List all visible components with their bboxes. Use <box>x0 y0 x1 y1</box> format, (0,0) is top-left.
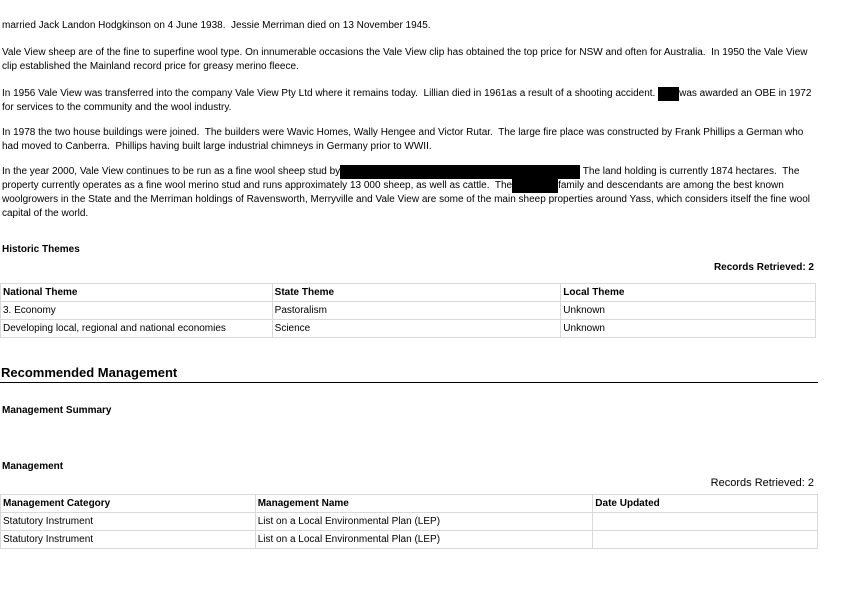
history-text: was awarded an OBE in 1972 for services to the community and the wool industry. <box>2 88 815 113</box>
history-text: The land holding is currently 1874 hectares. The property currently operates as a fine wool merino stud and runs approximately 13 000 sheep, as well as cattle. The <box>2 166 803 191</box>
history-text: In 1956 Vale View was transferred into the company Vale View Pty Ltd where it remains today. Lillian died in 1961as a result of a shooting accident. <box>2 88 659 99</box>
table-cell: Statutory Instrument <box>1 513 256 531</box>
table-cell <box>593 513 818 531</box>
historic-themes-table <box>0 283 816 338</box>
redaction-block <box>658 87 679 101</box>
table-cell: Unknown <box>561 320 816 338</box>
column-header: Management Name <box>255 495 593 513</box>
table-header-row <box>1 495 818 513</box>
section-divider <box>0 382 818 383</box>
table-cell: Science <box>272 320 561 338</box>
table-cell: Statutory Instrument <box>1 531 256 549</box>
table-cell: List on a Local Environmental Plan (LEP) <box>255 513 593 531</box>
themes-records-count: Records Retrieved: 2 <box>713 262 814 273</box>
history-paragraph <box>2 165 818 221</box>
table-cell: Pastoralism <box>272 302 561 320</box>
management-table <box>0 494 818 549</box>
column-header: Management Category <box>1 495 256 513</box>
column-header: State Theme <box>272 284 561 302</box>
table-row <box>1 531 818 549</box>
table-cell: Unknown <box>561 302 816 320</box>
table-cell: List on a Local Environmental Plan (LEP) <box>255 531 593 549</box>
management-records-count: Records Retrieved: 2 <box>710 477 814 489</box>
table-row <box>1 302 816 320</box>
history-paragraph: married Jack Landon Hodgkinson on 4 June 1938. Jessie Merriman died on 13 November 1945. <box>2 20 431 31</box>
table-cell <box>593 531 818 549</box>
history-paragraph <box>2 87 818 115</box>
history-paragraph: In 1978 the two house buildings were joined. The builders were Wavic Homes, Wally Hengee and Victor Rutar. The large fire place was constructed by Frank Phillips a German who had moved to Canberra. Phillips having built large industrial chimneys in Germany prior to WWII. <box>2 127 807 152</box>
table-header-row <box>1 284 816 302</box>
table-row <box>1 320 816 338</box>
column-header: National Theme <box>1 284 273 302</box>
redaction-block <box>512 179 558 193</box>
column-header: Date Updated <box>593 495 818 513</box>
history-paragraph: Vale View sheep are of the fine to superfine wool type. On innumerable occasions the Vale View clip has obtained the top price for NSW and often for Australia. In 1950 the Vale View clip established the Mainland record price for greasy merino fleece. <box>2 47 811 72</box>
historic-themes-heading: Historic Themes <box>2 244 80 255</box>
management-heading: Management <box>2 461 64 472</box>
table-row <box>1 513 818 531</box>
history-text: family and descendants are among the best known woolgrowers in the State and the Merriman holdings of Ravensworth, Merryville and Vale View are some of the main sheep properties around Yass, which considers itself the fine wool capital of the world. <box>2 180 813 219</box>
table-cell: 3. Economy <box>1 302 273 320</box>
history-text: In the year 2000, Vale View continues to be run as a fine wool sheep stud by <box>2 166 341 177</box>
section-title: Recommended Management <box>1 365 178 380</box>
column-header: Local Theme <box>561 284 816 302</box>
management-summary-heading: Management Summary <box>2 405 112 416</box>
redaction-block <box>340 165 580 179</box>
table-cell: Developing local, regional and national economies <box>1 320 273 338</box>
